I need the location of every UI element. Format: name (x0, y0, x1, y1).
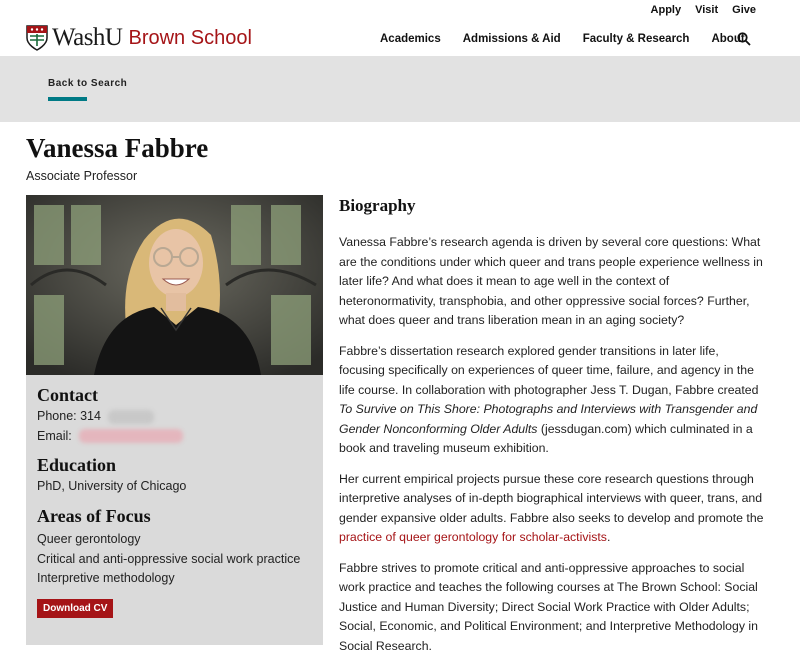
site-logo[interactable] (26, 24, 252, 52)
contact-heading: Contact (37, 385, 98, 405)
back-link-underline (48, 97, 87, 101)
search-icon[interactable] (737, 32, 751, 46)
focus-item: Queer gerontology (37, 532, 141, 547)
nav-about[interactable]: About (711, 33, 745, 45)
nav-academics[interactable]: Academics (380, 33, 441, 45)
email-label: Email: (37, 428, 72, 443)
nav-admissions-aid[interactable]: Admissions & Aid (462, 33, 561, 45)
bio-paragraph-3 (339, 470, 765, 548)
bio-p2-text: Fabbre’s dissertation research explored gender transitions in later life, focusing specifically on experiences of queer time, failure, and agency in the life course. In collaboration with photographer Jess T. Dugan, Fabbre created (339, 343, 759, 397)
visit-link[interactable]: Visit (695, 4, 719, 16)
profile-name: Vanessa Fabbre (26, 133, 209, 163)
profile-title: Associate Professor (26, 169, 138, 183)
biography-text (339, 233, 765, 667)
focus-list (37, 530, 312, 589)
shield-icon (26, 25, 48, 51)
back-bar (0, 56, 800, 122)
bio-p3-text-end: . (606, 530, 611, 544)
nav-faculty-research[interactable]: Faculty & Research (582, 33, 690, 45)
bio-p3-text: Her current empirical projects pursue these core research questions through interpretive analyses of in-depth biographical interviews with queer, trans, and gender expansive older adults. Fabbre also seeks to develop and promote the (339, 471, 764, 525)
bio-p2-text-end: (jessdugan.com) which culminated in a book and traveling museum exhibition. (339, 421, 753, 455)
site-header (0, 0, 800, 56)
phone-line (37, 409, 312, 424)
main-nav (380, 33, 745, 45)
bio-paragraph-4: Fabbre strives to promote critical and anti-oppressive approaches to social work practice and teaches the following courses at The Brown School: Social Justice and Human Diversity; Direct Social Work Practice with Older Adults; Social, Economic, and Political Environment; and Interpretive Methodology in Social Research. (339, 560, 759, 653)
profile-photo (26, 195, 323, 375)
book-title: To Survive on This Shore: Photographs and Interviews with Transgender and Gender Nonconforming Older Adults (339, 402, 758, 436)
back-to-search-link[interactable]: Back to Search (48, 78, 128, 89)
education-degree: PhD, University of Chicago (37, 479, 187, 494)
focus-item: Critical and anti-oppressive social work practice (37, 551, 301, 566)
logo-washu-text: WashU (52, 24, 123, 51)
email-line (37, 429, 312, 444)
email-redacted[interactable] (79, 429, 183, 443)
biography-heading: Biography (339, 196, 416, 215)
utility-nav (651, 4, 756, 16)
give-link[interactable]: Give (732, 4, 756, 16)
download-cv-button[interactable]: Download CV (37, 599, 113, 618)
focus-item: Interpretive methodology (37, 571, 175, 586)
education-heading: Education (37, 455, 117, 476)
bio-paragraph-1: Vanessa Fabbre’s research agenda is driven by several core questions: What are the conditions under which queer and trans people experience wellness in later life? And what does it mean to age well in the context of heteronormativity, transphobia, and other oppressive social forces? Further, what does queer and trans liberation mean in an aging society? (339, 235, 763, 327)
queer-gerontology-link[interactable]: practice of queer gerontology for scholar-activists (339, 530, 607, 544)
profile-info-panel (26, 375, 323, 645)
phone-label: Phone: 314 (37, 409, 101, 423)
apply-link[interactable]: Apply (650, 4, 682, 16)
logo-brown-school-text: Brown School (128, 26, 252, 49)
bio-paragraph-2 (339, 342, 765, 459)
areas-of-focus-heading: Areas of Focus (37, 506, 151, 527)
phone-redacted (108, 410, 154, 424)
